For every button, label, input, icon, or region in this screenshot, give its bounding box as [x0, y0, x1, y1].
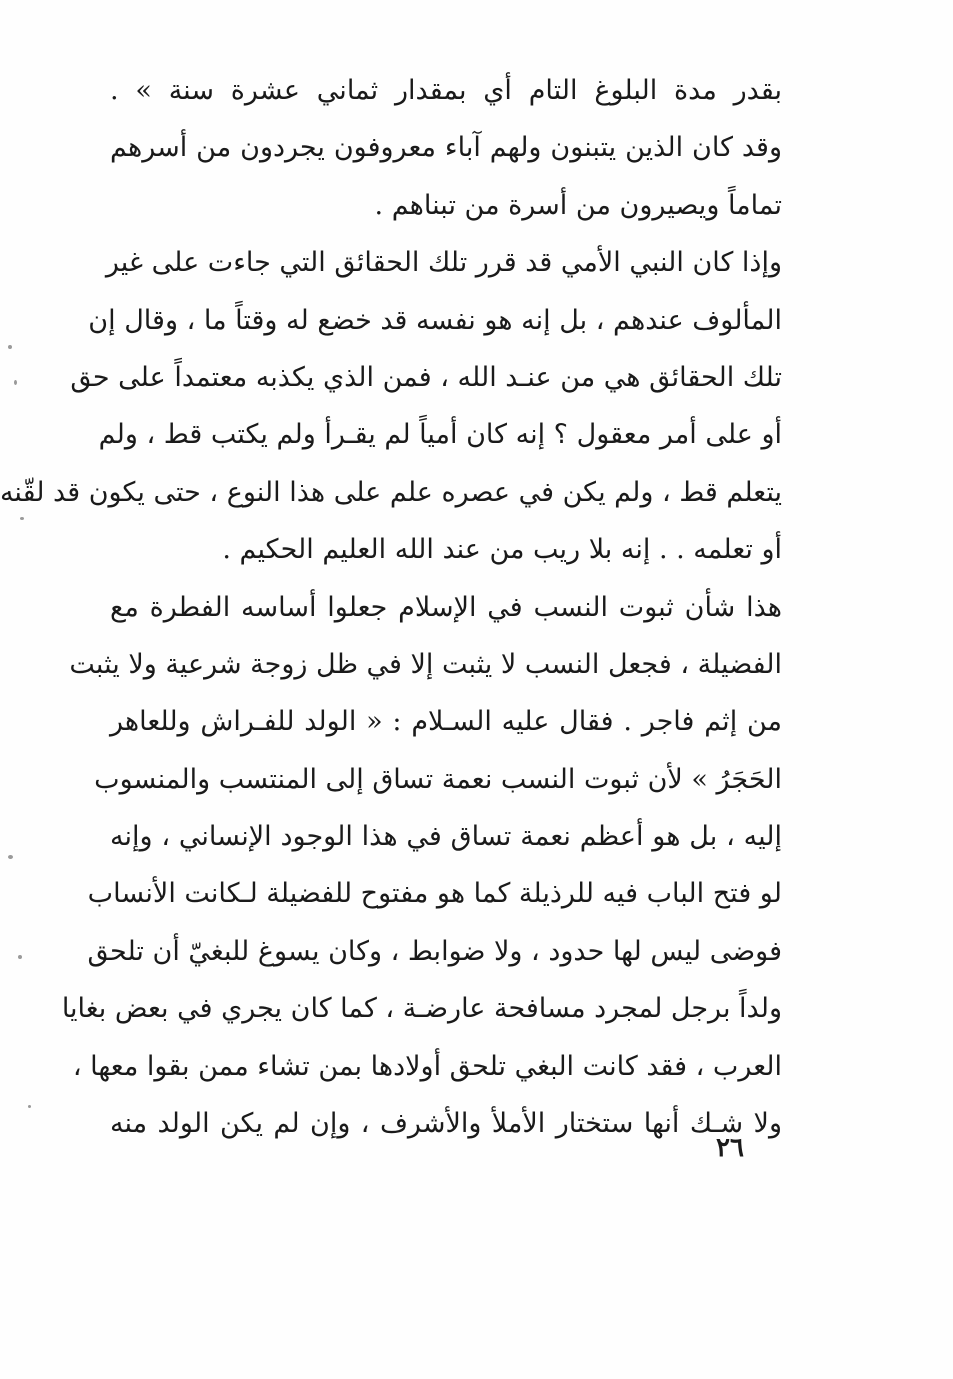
text-line: العرب ، فقد كانت البغي تلحق أولادها بمن تشاء ممن بقوا معها ،: [72, 1050, 782, 1082]
scan-speck: [14, 380, 17, 385]
text-line: فوضى ليس لها حدود ، ولا ضوابط ، وكان يسوغ للبغيّ أن تلحق: [87, 935, 782, 967]
text-line: وإذا كان النبي الأمي قد قرر تلك الحقائق التي جاءت على غير: [105, 247, 782, 279]
text-line: تماماً ويصيرون من أسرة من تبناهم .: [374, 189, 782, 221]
text-line: ولداً برجل لمجرد مسافحة عارضـة ، كما كان يجري في بعض بغايا: [61, 993, 782, 1025]
text-line: ولا شـك أنها ستختار الأملأ والأشرف ، وإن لم يكن الولد منه: [110, 1108, 782, 1140]
text-line: تلك الحقائق هي من عنـد الله ، فمن الذي يكذبه معتمداً على حق: [70, 361, 782, 393]
scan-speck: [20, 517, 24, 520]
scan-speck: [18, 955, 22, 959]
text-line: أو على أمر معقول ؟ إنه كان أمياً لم يقـرأ ولم يكتب قط ، ولم: [98, 419, 782, 451]
text-line: وقد كان الذين يتبنون ولهم آباء معروفون يجردون من أسرهم: [110, 132, 782, 164]
text-line: يتعلم قط ، ولم يكن في عصره علم على هذا النوع ، حتى يكون قد لقّنه: [0, 476, 782, 508]
scan-speck: [28, 1105, 31, 1108]
text-line: إليه ، بل هو أعظم نعمة تساق في هذا الوجود الإنساني ، وإنه: [110, 821, 782, 853]
text-line: من إثم فاجر . فقال عليه السـلام : « الولد للفـراش وللعاهر: [110, 706, 782, 738]
scan-speck: [8, 855, 13, 859]
text-line: الحَجَرُ » لأن ثبوت النسب نعمة تساق إلى المنتسب والمنسوب: [94, 763, 782, 795]
text-line: أو تعلمه . . إنه بلا ريب من عند الله العليم الحكيم .: [222, 534, 782, 566]
scan-speck: [8, 345, 12, 349]
text-line: لو فتح الباب فيه للرذيلة كما هو مفتوح للفضيلة لـكانت الأنساب: [87, 878, 782, 910]
text-line: المألوف عندهم ، بل إنه هو نفسه قد خضع له وقتاً ما ، وقال إن: [88, 304, 782, 336]
body-text: [0, 62, 782, 1152]
text-line: هذا شأن ثبوت النسب في الإسلام جعلوا أساسه الفطرة مع: [110, 591, 782, 623]
page-number: ٢٦: [716, 1133, 744, 1163]
text-line: بقدر مدة البلوغ التام أي بمقدار ثماني عشرة سنة » .: [110, 75, 782, 106]
text-line: الفضيلة ، فجعل النسب لا يثبت إلا في ظل زوجة شرعية ولا يثبت: [69, 648, 782, 680]
